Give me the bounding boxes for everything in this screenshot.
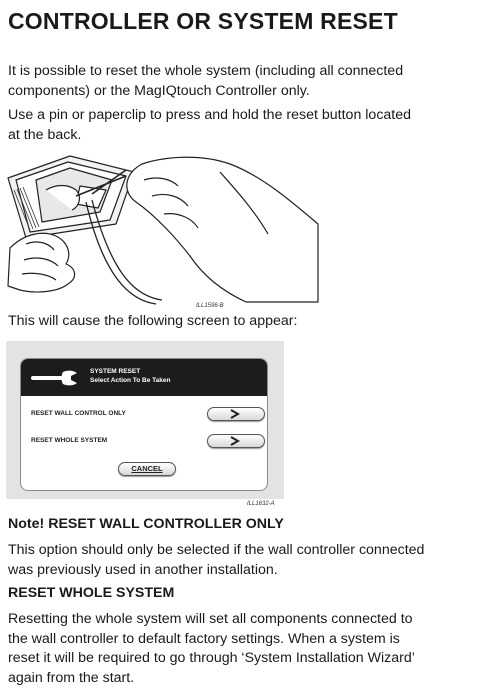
chevron-right-icon [228, 436, 242, 446]
screen-illustration-code: ILL1632-A [247, 501, 275, 507]
illustration-code: ILL1596-B [196, 303, 224, 309]
note-paragraph [8, 541, 472, 580]
instruction-line-1: Use a pin or paperclip to press and hold the reset button located [8, 107, 412, 123]
whole-system-heading: RESET WHOLE SYSTEM [8, 585, 175, 601]
option-reset-wall-control-label: RESET WALL CONTROL ONLY [31, 410, 126, 417]
intro-line-2: components) or the MagIQtouch Controller only. [8, 82, 310, 99]
whole-line-1: Resetting the whole system will set all components connected to [8, 611, 413, 627]
screen-header-title: SYSTEM RESET [90, 368, 141, 375]
note-heading: Note! RESET WALL CONTROLLER ONLY [8, 516, 284, 532]
reset-screen-panel [20, 358, 268, 491]
note-line-1: This option should only be selected if the wall controller connected [8, 542, 425, 558]
screen-header-subtitle: Select Action To Be Taken [90, 377, 171, 384]
whole-line-3: reset it will be required to go through ‘System Installation Wizard’ [8, 650, 415, 666]
reset-screen-header [21, 359, 267, 396]
wrench-icon [31, 370, 81, 386]
instruction-paragraph [8, 106, 472, 145]
screen-intro: This will cause the following screen to appear: [8, 313, 298, 329]
intro-line-1: It is possible to reset the whole system (including all connected [8, 63, 404, 79]
instruction-line-2: at the back. [8, 126, 82, 143]
chevron-right-icon [228, 409, 242, 419]
whole-line-2: the wall controller to default factory settings. When a system is [8, 630, 400, 647]
reset-button-illustration [6, 150, 324, 308]
reset-whole-system-button[interactable] [207, 434, 265, 448]
intro-paragraph [8, 62, 472, 101]
reset-wall-control-button[interactable] [207, 407, 265, 421]
option-reset-whole-system-label: RESET WHOLE SYSTEM [31, 437, 108, 444]
whole-system-paragraph [8, 610, 472, 688]
cancel-button[interactable]: CANCEL [118, 462, 176, 476]
note-line-2: was previously used in another installation. [8, 561, 278, 578]
reset-screen-image [6, 341, 284, 499]
whole-line-4: again from the start. [8, 669, 135, 686]
page-title: CONTROLLER OR SYSTEM RESET [8, 8, 398, 34]
